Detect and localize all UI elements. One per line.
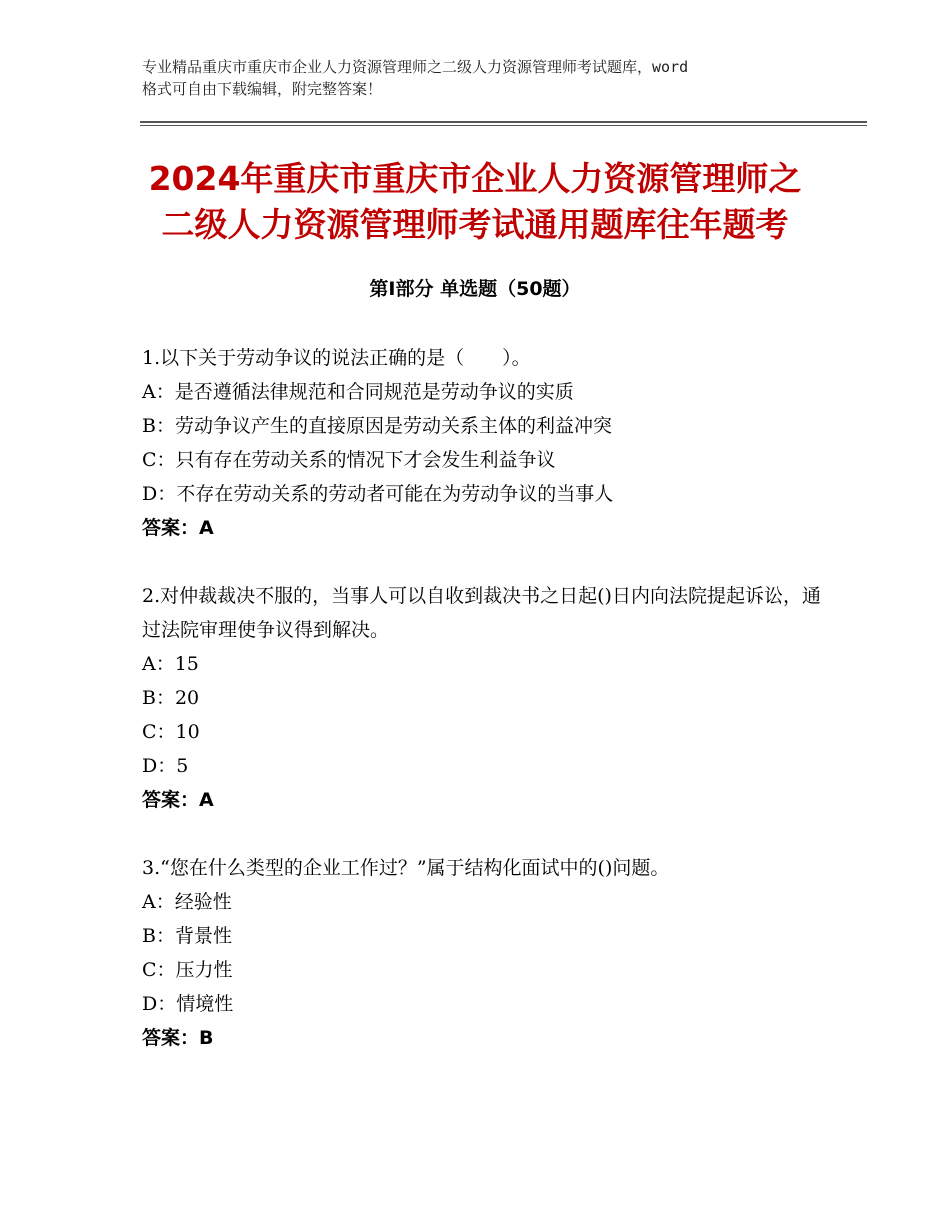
answer: 答案：A — [142, 789, 214, 811]
question-stem: 2.对仲裁裁决不服的，当事人可以自收到裁决书之日起()日内向法院提起诉讼，通过法院审理使争议得到解决。 — [142, 585, 821, 641]
option-a: A：15 — [142, 653, 199, 675]
option-d: D：5 — [142, 755, 189, 777]
question-2 — [142, 579, 822, 817]
option-c: C：只有存在劳动关系的情况下才会发生利益争议 — [142, 449, 556, 471]
question-3 — [142, 851, 822, 1055]
header-note-line-2: 格式可自由下载编辑，附完整答案！ — [142, 80, 383, 98]
answer: 答案：A — [142, 517, 214, 539]
question-list — [142, 341, 822, 1089]
section-heading: 第Ⅰ部分 单选题（50题） — [369, 278, 581, 300]
option-a: A：是否遵循法律规范和合同规范是劳动争议的实质 — [142, 381, 574, 403]
document-title-line-1: 2024年重庆市重庆市企业人力资源管理师之 — [148, 159, 802, 198]
option-c: C：压力性 — [142, 959, 233, 981]
document-title — [0, 156, 950, 248]
question-1 — [142, 341, 822, 545]
header-divider-thin — [140, 125, 867, 126]
document-title-line-2: 二级人力资源管理师考试通用题库往年题考 — [161, 205, 789, 244]
header-note-line-1: 专业精品重庆市重庆市企业人力资源管理师之二级人力资源管理师考试题库，word — [142, 58, 689, 76]
option-c: C：10 — [142, 721, 200, 743]
answer: 答案：B — [142, 1027, 214, 1049]
option-d: D：不存在劳动关系的劳动者可能在为劳动争议的当事人 — [142, 483, 614, 505]
option-b: B：20 — [142, 687, 200, 709]
option-b: B：劳动争议产生的直接原因是劳动关系主体的利益冲突 — [142, 415, 612, 437]
header-note — [142, 56, 832, 100]
option-b: B：背景性 — [142, 925, 232, 947]
option-a: A：经验性 — [142, 891, 232, 913]
option-d: D：情境性 — [142, 993, 234, 1015]
question-stem: 3.“您在什么类型的企业工作过？”属于结构化面试中的()问题。 — [142, 857, 670, 879]
header-divider-thick — [140, 121, 867, 123]
question-stem: 1.以下关于劳动争议的说法正确的是（ ）。 — [142, 347, 531, 369]
